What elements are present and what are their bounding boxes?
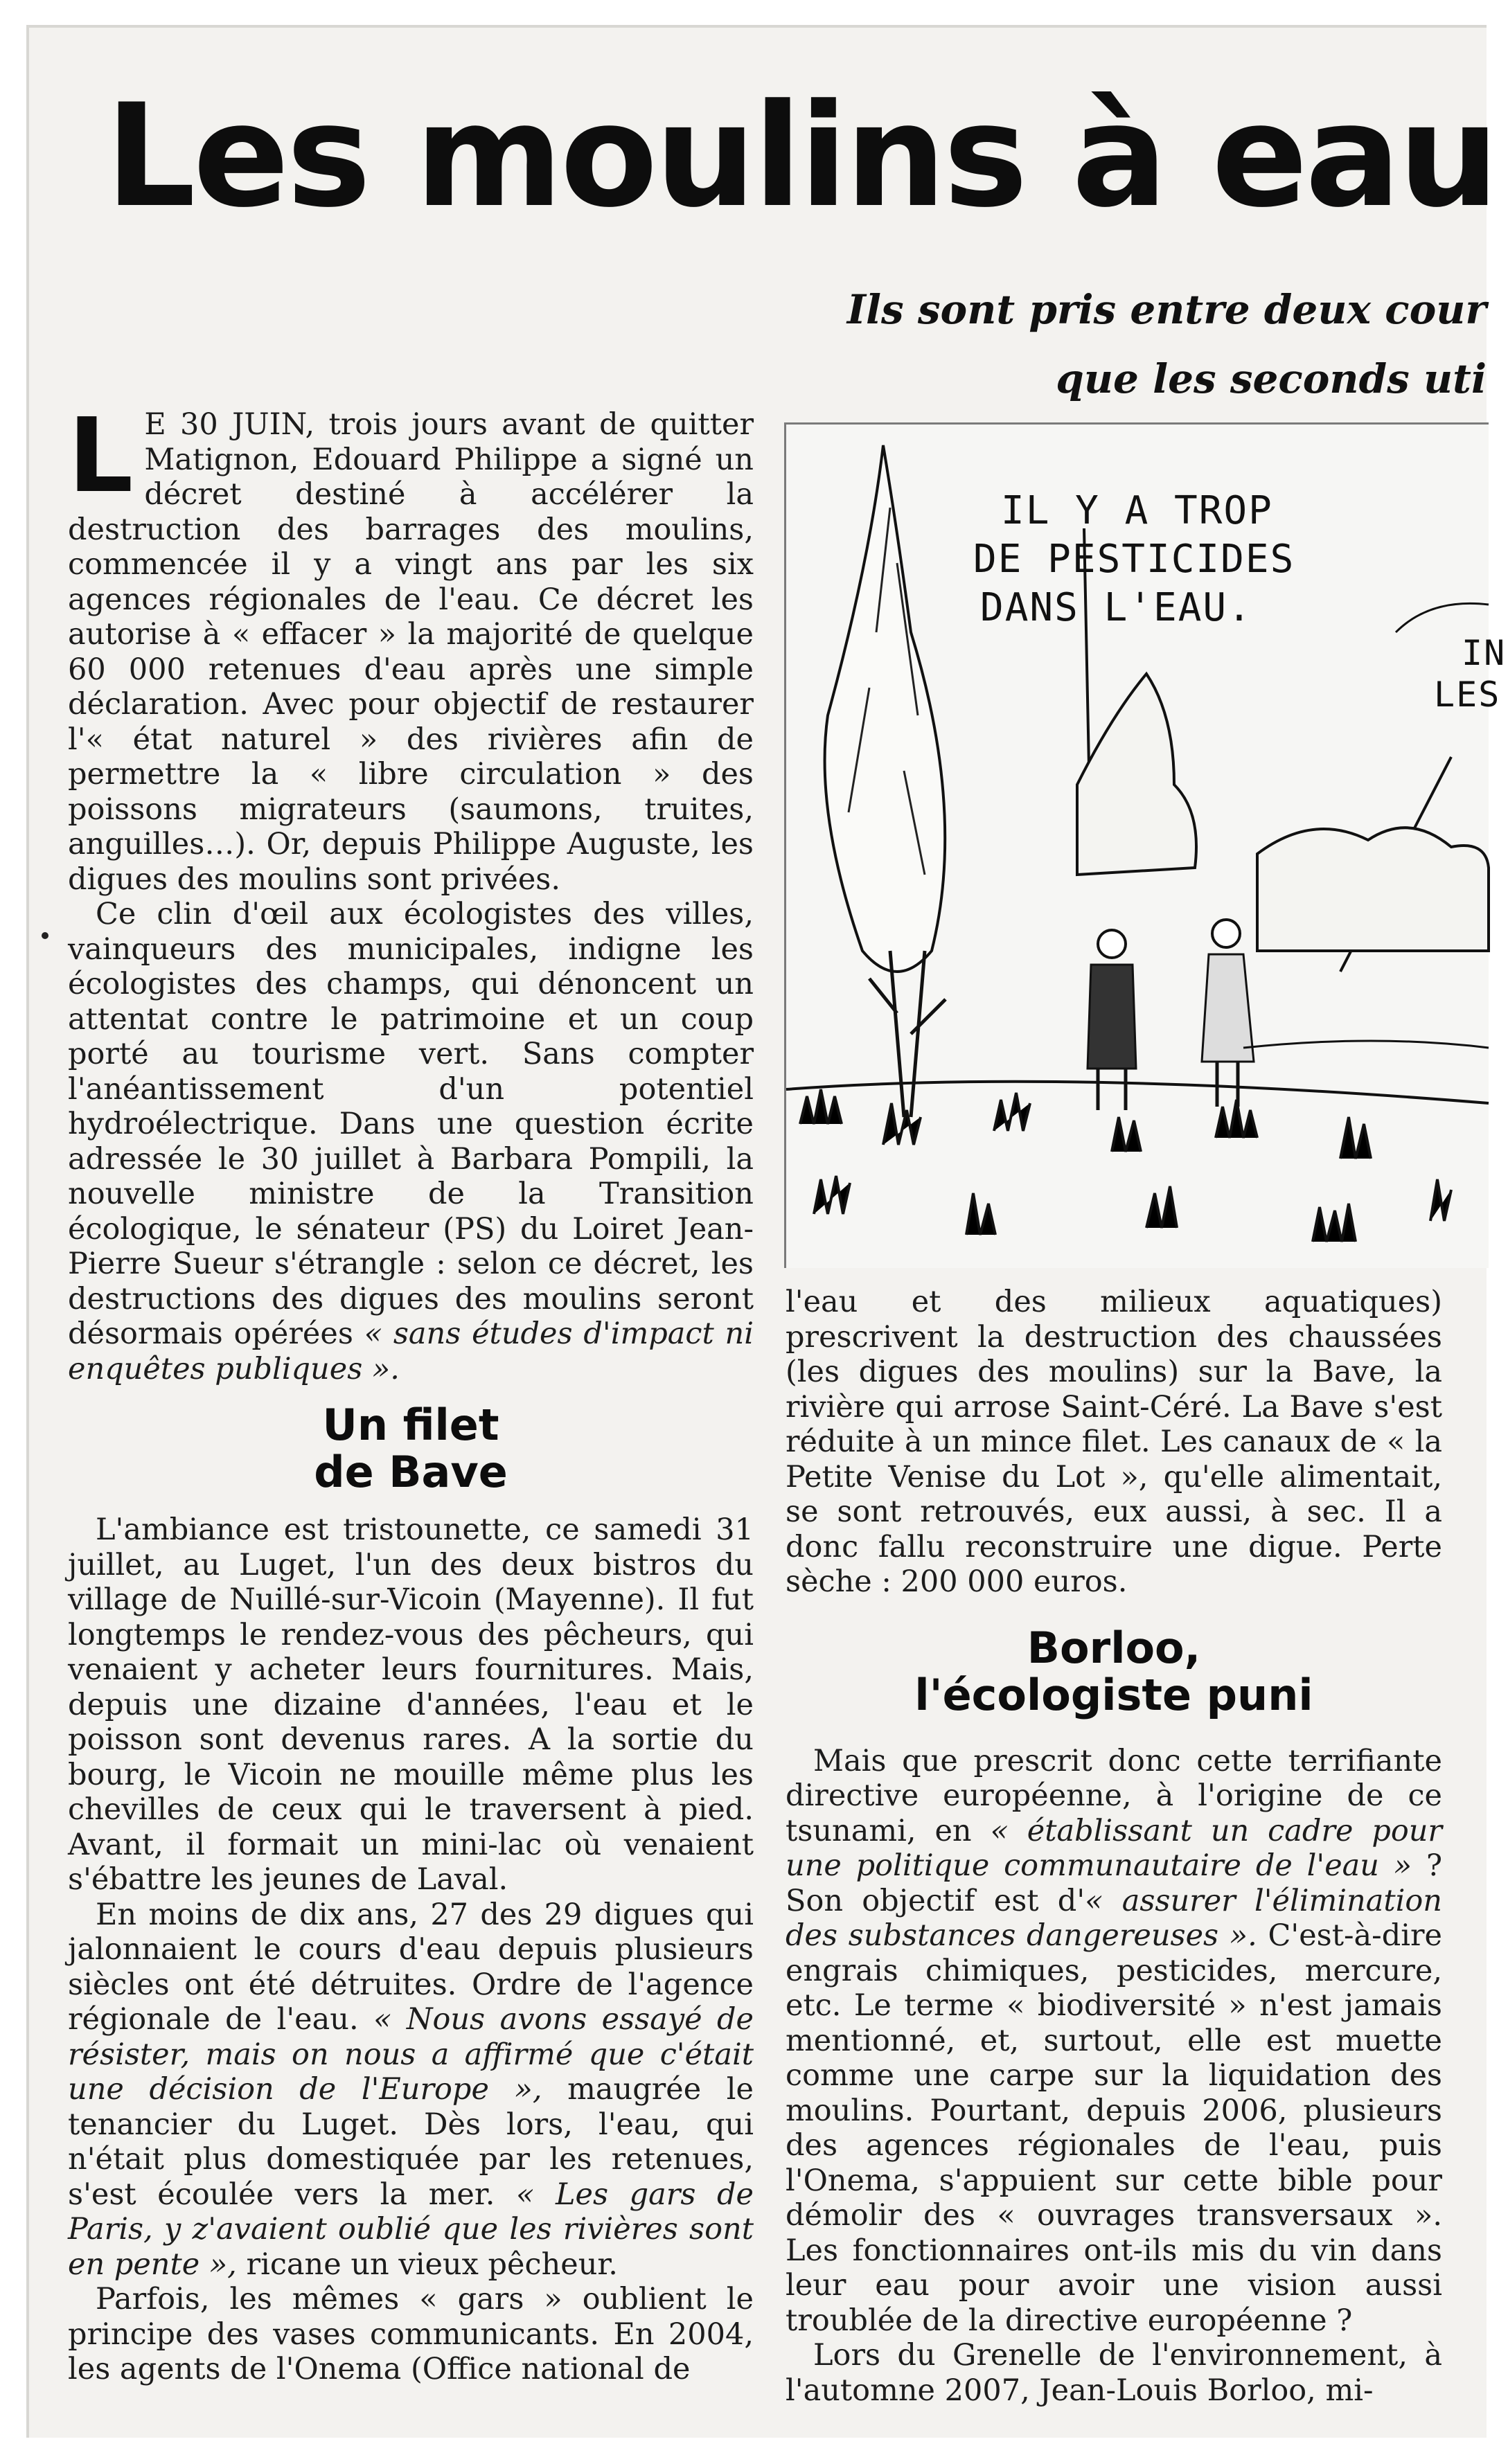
quote: « Les gars de Paris, y z'avaient oublié que les rivières sont en pente »,: [68, 2177, 754, 2282]
paragraph: [68, 1898, 754, 2283]
subhead-line: l'écologiste puni: [914, 1669, 1313, 1720]
dropcap: L: [68, 396, 134, 515]
paragraph: Parfois, les mêmes « gars » oublient le principe des vases communicants. En 2004, les agents de l'Onema (Office national de: [68, 2282, 754, 2386]
speech-bubble-2: [1434, 632, 1506, 715]
paragraph: E 30 JUIN, trois jours avant de quitter Matignon, Edouard Philippe a signé un décret destiné à accélérer la destruction des barrages des moulins, commencée il y a vingt ans par les six agences régionales de l'eau. Ce décret les autorise à « effacer » la majorité de quelque 60 000 retenues d'eau après une simple déclaration. Avec pour objectif de restaurer l'« état naturel » des rivières afin de permettre la « libre circulation » des poissons migrateurs (saumons, truites, anguilles…). Or, depuis Philippe Auguste, les digues des moulins sont privées.: [68, 407, 754, 897]
paragraph: l'eau et des milieux aquatiques) prescrivent la destruction des chaussées (les digues des moulins) sur la Bave, la rivière qui arrose Saint-Céré. La Bave s'est réduite à un mince filet. Les canaux de « la Petite Venise du Lot », qu'elle alimentait, se sont retrouvés, eux aussi, à sec. Il a donc fallu reconstruire une digue. Perte sèche : 200 000 euros.: [786, 1285, 1442, 1599]
paragraph-text: ? Son objectif est d': [786, 1848, 1442, 1918]
quote: « établissant un cadre pour une politique communautaire de l'eau »: [786, 1813, 1442, 1883]
bubble-line: IL Y A TROP: [1001, 488, 1273, 533]
newspaper-page: [26, 25, 1507, 2438]
bubble-line: DE PESTICIDES: [973, 537, 1295, 582]
paragraph: [68, 897, 754, 1386]
paragraph: L'ambiance est tristounette, ce samedi 31 juillet, au Luget, l'un des deux bistros du village de Nuillé-sur-Vicoin (Mayenne). Il fut longtemps le rendez-vous des pêcheurs, qui venaient y acheter leurs fournitures. Mais, depuis une dizaine d'années, l'eau et le poisson sont devenus rares. A la sortie du bourg, le Vicoin ne mouille même plus les chevilles de ceux qui le traversent à pied. Avant, il formait un mini-lac où venaient s'ébattre les jeunes de Laval.: [68, 1512, 754, 1897]
paragraph-text: Mais que prescrit donc cette terrifiante directive européenne, à l'origine de ce tsunami, en: [786, 1743, 1442, 1848]
bubble-line: LES: [1434, 675, 1501, 715]
speech-bubble-1: [973, 487, 1295, 632]
paragraph: [786, 1744, 1442, 2339]
cartoon-illustration: [784, 422, 1507, 1268]
paragraph-text: En moins de dix ans, 27 des 29 digues qui jalonnaient le cours d'eau depuis plusieurs siècles ont été détruites. Ordre de l'agence régionale de l'eau.: [68, 1897, 754, 2037]
bubble-line: DANS L'EAU.: [980, 585, 1252, 630]
subhead-line: Borloo,: [1027, 1622, 1201, 1673]
bubble-line: IN: [1462, 633, 1507, 673]
left-column: [68, 396, 754, 2387]
subtitle-line-1: Ils sont pris entre deux cour: [846, 286, 1487, 333]
bleed-through-text: [57, 256, 100, 401]
quote: « Nous avons essayé de résister, mais on nous a affirmé que c'était une décision de l'Europe »,: [68, 2002, 754, 2107]
paragraph-text: Ce clin d'œil aux écologistes des villes, vainqueurs des municipales, indigne les écologistes des champs, qui dénoncent un attentat contre le patrimoine et un coup porté au tourisme vert. Sans compter l'anéantissement d'un potentiel hydroélectrique. Dans une question écrite adressée le 30 juillet à Barbara Pompili, la nouvelle ministre de la Transition écologique, le sénateur (PS) du Loiret Jean-Pierre Sueur s'étrangle : selon ce décret, les destructions des digues des moulins seront désormais opérées: [68, 897, 754, 1351]
right-column: [786, 1285, 1442, 2408]
subhead-line: Un filet: [322, 1400, 499, 1450]
quote: « assurer l'élimination des substances dangereuses ».: [786, 1883, 1442, 1953]
paragraph-text: C'est-à-dire engrais chimiques, pesticides, mercure, etc. Le terme « biodiversité » n'est jamais mentionné, et, surtout, elle est muette comme une carpe sur la liquidation des moulins. Pourtant, depuis 2006, plusieurs des agences régionales de l'eau, puis l'Onema, s'appuient sur cette bible pour démolir des « ouvrages transversaux ». Les fonctionnaires ont-ils mis du vin dans leur eau pour avoir une vision aussi troublée de la directive européenne ?: [786, 1918, 1442, 2338]
subhead-un-filet: [68, 1402, 754, 1496]
headline: Les moulins à eau: [105, 74, 1497, 239]
paragraph: Lors du Grenelle de l'environnement, à l'automne 2007, Jean-Louis Borloo, mi-: [786, 2338, 1442, 2408]
quote: « sans études d'impact ni enquêtes publiques ».: [68, 1316, 754, 1386]
subhead-borloo: [786, 1622, 1442, 1720]
paragraph-text: ricane un vieux pêcheur.: [246, 2247, 618, 2282]
subhead-line: de Bave: [314, 1447, 508, 1497]
margin-bullet: [42, 932, 48, 939]
paragraph-text: maugrée le tenancier du Luget. Dès lors, l'eau, qui n'était plus domestiquée par les retenues, s'est écoulée vers la mer.: [68, 2072, 754, 2212]
subtitle-line-2: que les seconds uti: [1056, 355, 1487, 402]
